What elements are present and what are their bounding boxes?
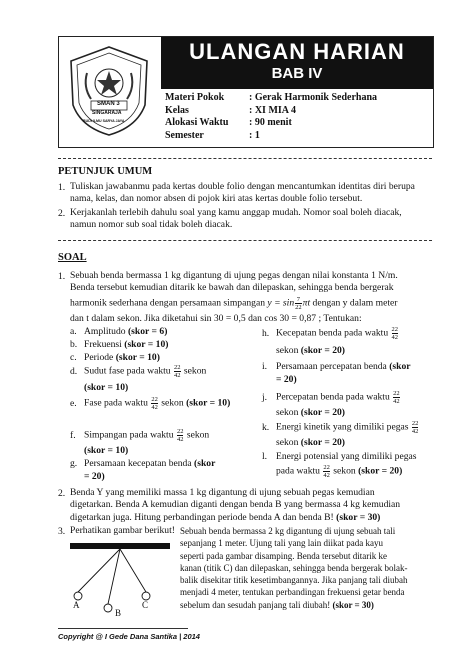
fraction-numerator: 22 (174, 364, 181, 371)
fraction-numerator: 22 (411, 420, 419, 427)
sub-question-j (262, 390, 401, 405)
score: (skor (194, 458, 216, 469)
info-key: Alokasi Waktu (165, 117, 229, 128)
logo-text-ring: BUDI ILMU SARYA JAYA (83, 119, 125, 123)
petunjuk-line: Kerjakanlah terlebih dahulu soal yang kamu anggap mudah. Nomor soal boleh diacak, (70, 207, 402, 218)
sub-letter: j. (262, 391, 268, 403)
sub-text: sekon (186, 429, 210, 441)
q1-line: Benda tersebut kemudian ditarik ke bawah dan dilepaskan, sehingga benda bergerak (70, 282, 394, 294)
sub-text: Energi potensial yang dimiliki pegas (276, 451, 417, 462)
petunjuk-line: nama, kelas, dan nomor absen di pojok kiri atas kertas double folio tersebut. (70, 193, 363, 205)
info-value: : Gerak Harmonik Sederhana (249, 92, 378, 103)
question-1-text (70, 270, 436, 295)
sub-letter: l. (262, 451, 268, 462)
info-row (165, 117, 377, 130)
fraction-numerator: 7 (296, 296, 301, 303)
fraction-numerator: 22 (323, 464, 330, 471)
q3-line: kanan (titik C) dan dilepaskan, sehingga benda bergerak bolak- (180, 562, 408, 573)
petunjuk-number: 1. (58, 182, 66, 193)
sub-letter: i. (262, 361, 268, 372)
sub-question-l (262, 451, 417, 463)
sub-letter: e. (70, 397, 77, 409)
sub-text: Persamaan percepatan benda (276, 361, 390, 372)
score: (skor = 20) (358, 465, 403, 477)
equation: y = sin (267, 297, 295, 309)
divider (58, 158, 432, 159)
time-fraction (393, 390, 400, 405)
sub-text: pada waktu (276, 465, 320, 477)
sub-text: Frekuensi (84, 339, 125, 350)
question-number: 3. (58, 526, 66, 537)
q2-line: digetarkan juga. Hitung perbandingan periode benda A dan benda B! (70, 511, 337, 523)
exam-title: ULANGAN HARIAN (189, 39, 405, 64)
time-fraction (151, 396, 158, 411)
sub-text: sekon (183, 365, 207, 377)
sub-letter: a. (70, 326, 77, 337)
wooden-beam (70, 543, 170, 549)
sub-letter: d. (70, 365, 78, 377)
school-logo-icon (65, 43, 153, 139)
q3-intro: Perhatikan gambar berikut! (70, 525, 175, 536)
sub-letter: g. (70, 458, 78, 469)
fraction-denominator: 22 (295, 304, 302, 311)
petunjuk-number: 2. (58, 208, 66, 219)
fraction-numerator: 22 (391, 326, 399, 333)
time-fraction (392, 326, 399, 341)
score: (skor = 20) (300, 407, 345, 418)
sub-question-e (70, 396, 230, 411)
sub-letter: b. (70, 339, 78, 350)
q1-line: dan t dalam sekon. Jika diketahui sin 30 = 0,5 dan cos 30 = 0,87 ; Tentukan: (70, 313, 362, 324)
fraction-denominator: 42 (391, 334, 399, 341)
score: (skor = 6) (127, 326, 168, 337)
label-a: A (73, 600, 80, 610)
score: (skor = 10) (84, 382, 129, 393)
info-value: : XI MIA 4 (249, 104, 296, 116)
question-2-text (70, 487, 436, 524)
q3-line: seperti pada gambar disamping. Benda tersebut ditarik ke (180, 550, 387, 561)
q2-line: Benda Y yang memiliki massa 1 kg digantung di ujung sebuah pegas kemudian (70, 487, 375, 498)
sub-text: Simpangan pada waktu (84, 429, 174, 441)
sub-text: Percepatan benda pada waktu (276, 391, 390, 403)
question-3-text (180, 525, 438, 611)
sub-question-g (70, 458, 215, 470)
time-fraction (174, 364, 181, 379)
fraction-denominator: 42 (393, 398, 400, 405)
sub-question-b (70, 339, 168, 351)
sub-question-k (262, 420, 419, 435)
petunjuk-title: PETUNJUK UMUM (58, 166, 153, 177)
q3-line: sepanjang 1 meter. Ujung tali yang lain diikat pada kayu (180, 538, 383, 549)
sub-text: Energi kinetik yang dimiliki pegas (276, 421, 409, 433)
exam-subtitle: BAB IV (271, 65, 323, 82)
question-number: 1. (58, 271, 66, 282)
sub-text: sekon (276, 345, 301, 356)
exam-header (58, 36, 434, 148)
bob-c (142, 592, 150, 600)
time-fraction (323, 464, 330, 479)
q3-line: menjadi 4 meter, tentukan perbandingan frekuensi getar benda (180, 587, 405, 598)
fraction-numerator: 22 (176, 428, 184, 435)
sub-text: Sudut fase pada waktu (84, 365, 171, 377)
q1-equation-line (70, 296, 450, 311)
sub-text: Amplitudo (84, 326, 128, 337)
score: (skor (389, 361, 411, 372)
bob-b (104, 604, 112, 612)
info-key: Semester (165, 129, 204, 141)
score: (skor = 20) (300, 345, 345, 356)
sub-letter: f. (70, 429, 76, 441)
fraction-denominator: 42 (174, 372, 181, 379)
soal-title: SOAL (58, 252, 87, 263)
score: (skor = 10) (186, 397, 231, 409)
score: = 20) (276, 374, 297, 385)
sub-letter: h. (262, 327, 270, 339)
fraction-numerator: 22 (393, 390, 400, 397)
divider (58, 240, 432, 241)
equation-tail: πt (302, 297, 311, 309)
q3-last-line (180, 599, 438, 611)
logo-text-top: SMAN 3 (97, 101, 120, 107)
bob-a (74, 592, 82, 600)
header-right (161, 37, 433, 147)
info-key: Materi Pokok (165, 92, 225, 103)
equation-fraction (295, 296, 302, 311)
sub-question-d (70, 364, 206, 379)
q3-line: sebelum dan sesudah panjang tali diubah! (180, 599, 333, 610)
petunjuk-line: namun nomor sub soal tidak boleh diacak. (70, 219, 233, 231)
sub-text: Fase pada waktu (84, 397, 148, 409)
score: (skor = 10) (84, 445, 129, 456)
info-row (165, 130, 377, 143)
q1-line: dengan y dalam meter (312, 297, 398, 309)
sub-text: Persamaan kecepatan benda (84, 458, 195, 469)
footer-divider (58, 628, 188, 629)
info-row (165, 105, 377, 118)
sub-text: sekon (333, 465, 359, 477)
label-b: B (115, 608, 122, 618)
score: (skor = 20) (300, 437, 345, 448)
q1-line: harmonik sederhana dengan persamaan simpangan (70, 297, 265, 309)
label-c: C (142, 600, 149, 610)
sub-question-k-line2 (276, 437, 345, 449)
sub-question-a (70, 326, 167, 338)
info-key: Kelas (165, 104, 189, 116)
logo-text-bottom: SINGARAJA (92, 110, 122, 116)
fraction-numerator: 22 (151, 396, 158, 403)
petunjuk-line: Tuliskan jawabanmu pada kertas double folio dengan mencantumkan identitas diri berupa (70, 181, 415, 192)
string-b (108, 549, 120, 604)
q1-line: Sebuah benda bermassa 1 kg digantung di ujung pegas dengan nilai konstanta 1 N/m. (70, 270, 398, 281)
sub-text: Kecepatan benda pada waktu (276, 327, 389, 339)
score: (skor = 10) (115, 352, 160, 363)
sub-question-f (70, 428, 209, 443)
sub-text: sekon (276, 437, 301, 448)
time-fraction (177, 428, 184, 443)
sub-question-h (262, 326, 399, 341)
q2-line-3 (70, 512, 436, 524)
copyright-footer: Copyright @ I Gede Dana Santika | 2014 (58, 632, 200, 641)
sub-question-i (262, 361, 411, 373)
fraction-denominator: 42 (176, 436, 184, 443)
fraction-denominator: 42 (323, 472, 330, 479)
score: (skor = 30) (332, 599, 374, 610)
sub-letter: c. (70, 352, 77, 363)
string-c (120, 549, 146, 592)
score: (skor = 10) (124, 339, 169, 350)
q3-line: balik disekitar titik kesetimbangannya. Jika panjang tali diubah (180, 575, 408, 586)
score: (skor = 30) (336, 511, 381, 523)
fraction-denominator: 42 (151, 404, 158, 411)
sub-text: Periode (84, 352, 116, 363)
title-band (161, 37, 433, 89)
time-fraction (412, 420, 419, 435)
sub-text: sekon (276, 407, 301, 418)
sub-text: sekon (161, 397, 184, 409)
info-value: : 90 menit (249, 117, 292, 128)
sub-question-l-line2 (276, 464, 402, 479)
sub-question-j-line2 (276, 407, 345, 419)
sub-question-c (70, 352, 160, 364)
exam-info (165, 92, 377, 142)
sub-question-h-line2 (276, 345, 345, 357)
fraction-denominator: 42 (411, 428, 419, 435)
score: = 20) (84, 471, 105, 482)
petunjuk-item-2 (70, 207, 436, 232)
q3-line: Sebuah benda bermassa 2 kg digantung di ujung sebuah tali (180, 526, 396, 536)
question-number: 2. (58, 488, 66, 499)
q2-line: digetarkan. Benda A kemudian diganti dengan benda B yang bermassa 4 kg kemudian (70, 499, 401, 511)
sub-letter: k. (262, 421, 270, 433)
petunjuk-item-1 (70, 181, 436, 206)
info-row (165, 92, 377, 105)
info-value: : 1 (249, 129, 260, 141)
string-a (78, 549, 120, 592)
